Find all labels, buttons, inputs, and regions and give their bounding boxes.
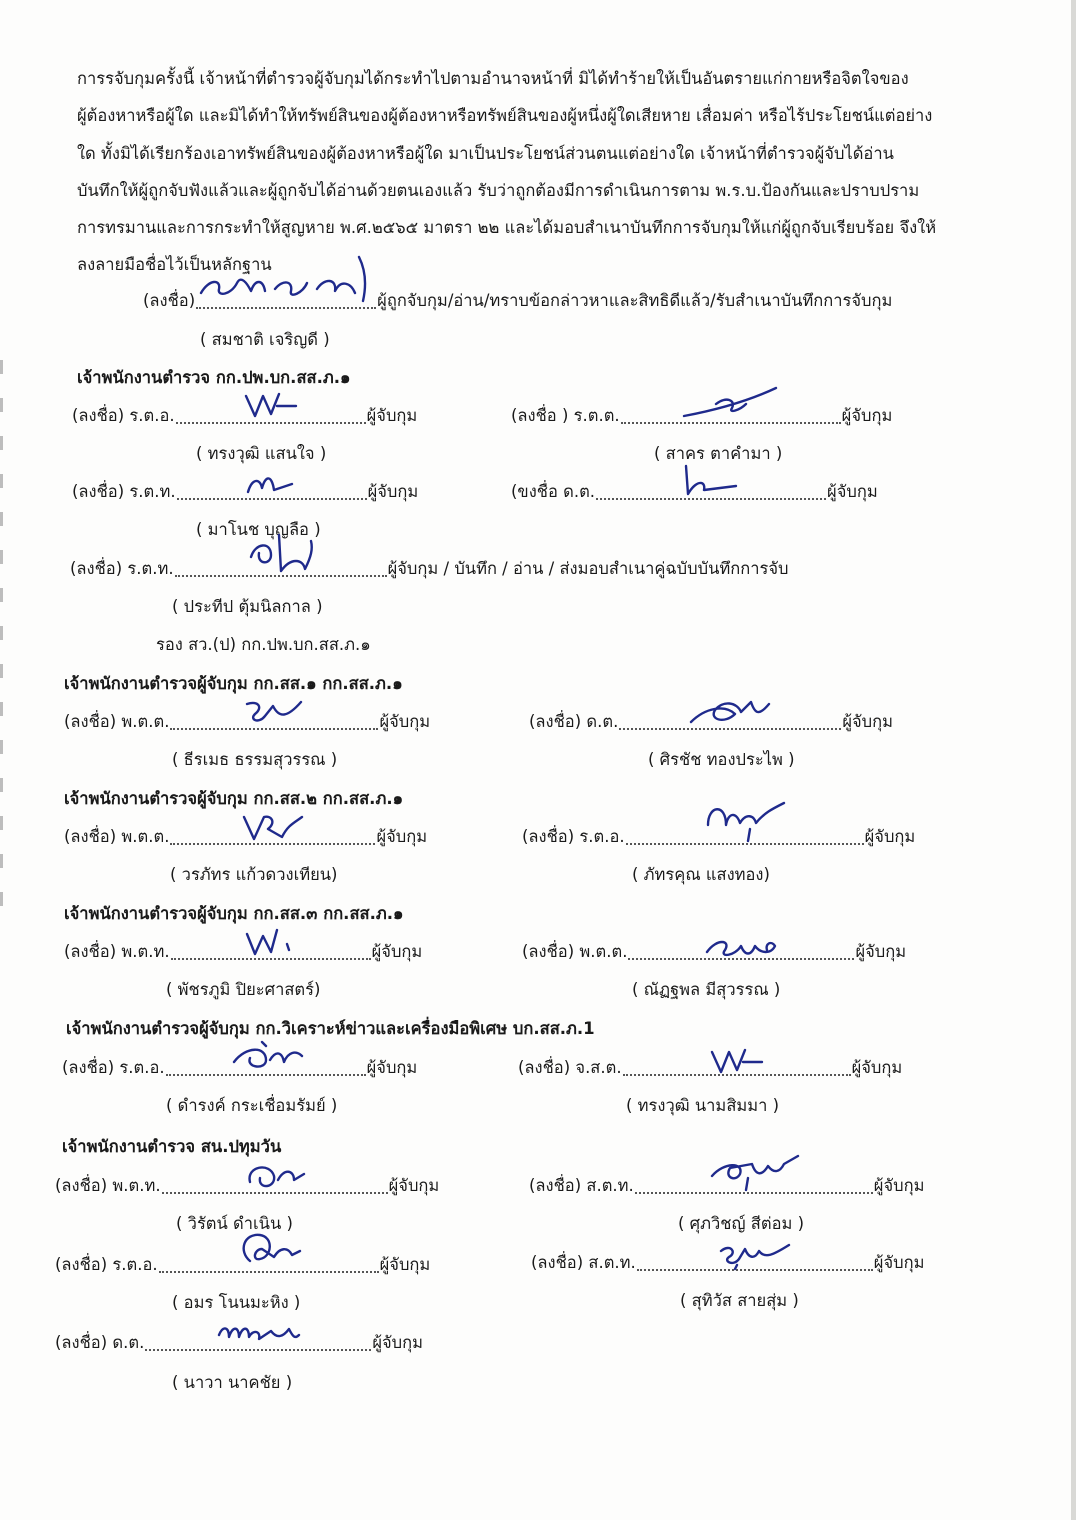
sign-prefix: (ลงชื่อ) ส.ต.ท. [531,1253,636,1272]
signature-field [175,560,387,577]
signature-field [637,1254,873,1271]
signature-mark [242,464,302,500]
officer-sign-9 [522,826,915,848]
sign-role: ผู้จับกุม [855,942,907,961]
sign-role: ผู้จับกุม [372,1333,424,1352]
scan-edge-marks [0,360,3,920]
sign-role: ผู้จับกุม [371,942,423,961]
sign-prefix: (ลงชื่อ) ด.ต. [529,712,619,731]
signature-mark [226,1036,306,1076]
sign-role: ผู้จับกุม / บันทึก / อ่าน / ส่งมอบสำเนาคู่ฉบับบันทึกการจับ [387,559,789,578]
sign-prefix: (ลงชื่อ) ร.ต.ท. [70,559,174,578]
sign-prefix: (ลงชื่อ) ร.ต.อ. [55,1255,158,1274]
officer-sign-5 [70,558,789,580]
officer-sign-18 [55,1332,423,1354]
sign-prefix: (ลงชื่อ) ส.ต.ท. [529,1176,634,1195]
officer-name-6: ( ธีรเมธ ธรรมสุวรรณ ) [172,750,338,769]
sign-role: ผู้จับกุม [379,712,431,731]
officer-name-2: ( สาคร ตาคำมา ) [654,444,783,463]
sign-prefix: (ลงชื่อ) ด.ต. [55,1333,145,1352]
officer-name-18: ( นาวา นาคชัย ) [172,1373,293,1392]
signature-mark [241,924,301,960]
sign-prefix: (ลงชื่อ) พ.ต.ต. [522,942,628,961]
signature-mark [234,1227,304,1273]
signature-field [619,713,841,730]
suspect-name: ( สมชาติ เจริญดี ) [200,330,330,349]
sign-prefix: (ลงชื่อ ) ร.ต.ต. [511,406,620,425]
officer-name-10: ( พัชรภูมิ ปิยะศาสตร์) [166,980,321,999]
sign-role: ผู้จับกุม [827,482,878,501]
section-heading-5: เจ้าพนักงานตำรวจผู้จับกุม กก.วิเคราะห์ข่าวและเครื่องมือพิเศษ บก.สส.ภ.1 [66,1019,595,1038]
suspect-signature-line [143,290,892,312]
officer-name-5: ( ประทีป ตุ้มนิลกาล ) [172,597,323,616]
sign-prefix: (ขงชื่อ ด.ต. [511,482,596,501]
officer-sign-11 [522,941,906,963]
signature-mark [676,380,786,424]
paragraph-line-4: บันทึกให้ผู้ถูกจับฟังแล้วและผู้ถูกจับได้อ่านด้วยตนเองแล้ว รับว่าถูกต้องมีการดำเนินการตาม พ.ร.บ.ป้องกันและปราบปราม [77,181,920,200]
paragraph-line-3: ใด ทั้งมิได้เรียกร้องเอาทรัพย์สินของผู้ต้องหาหรือผู้ใด มาเป็นประโยชน์ส่วนตนแต่อย่างใด เจ้าหน้าที่ตำรวจผู้จับได้อ่าน [77,144,894,163]
sign-role: ผู้จับกุม [366,1058,418,1077]
signature-field [166,1059,366,1076]
signature-field [635,1177,873,1194]
signature-mark [715,1235,795,1271]
officer-sign-8 [64,826,427,848]
sign-prefix: (ลงชื่อ) ร.ต.อ. [522,827,625,846]
signature-mark [700,795,790,845]
signature-mark [241,527,321,577]
signature-mark [701,930,781,960]
signature-field [171,943,371,960]
signature-field [596,483,826,500]
officer-sign-2 [511,405,892,427]
signature-field [170,828,375,845]
signature-mark [241,384,301,424]
officer-name-15: ( ศุภวิชญ์ สีต่อม ) [678,1214,805,1233]
officer-name-11: ( ณัฏฐพล มีสุวรรณ ) [632,980,781,999]
sign-prefix: (ลงชื่อ) จ.ส.ต. [518,1058,622,1077]
officer-sign-17 [531,1252,924,1274]
section-heading-2: เจ้าพนักงานตำรวจผู้จับกุม กก.สส.๑ กก.สส.ภ.๑ [64,674,403,693]
paragraph-line-5: การทรมานและการกระทำให้สูญหาย พ.ศ.๒๕๖๕ มาตรา ๒๒ และได้มอบสำเนาบันทึกการจับกุมให้แก่ผู้ถูกจับเรียบร้อย จึงให้ [77,218,937,237]
officer-name-3: ( มาโนช บุญลือ ) [196,520,321,539]
section-heading-3: เจ้าพนักงานตำรวจผู้จับกุม กก.สส.๒ กก.สส.ภ.๑ [64,789,404,808]
paragraph-line-6: ลงลายมือชื่อไว้เป็นหลักฐาน [77,255,272,274]
sign-prefix: (ลงชื่อ) ร.ต.อ. [72,406,175,425]
section-heading-6: เจ้าพนักงานตำรวจ สน.ปทุมวัน [62,1137,282,1156]
sign-role: ผู้จับกุม [366,406,418,425]
sign-prefix: (ลงชื่อ) ร.ต.ท. [72,482,176,501]
page-edge-shadow [1071,0,1076,1520]
sign-prefix: (ลงชื่อ) พ.ต.ต. [64,712,170,731]
sign-role: ผู้จับกุม [842,712,894,731]
signature-mark [707,1040,767,1076]
officer-name-16: ( อมร โนนมะหิง ) [172,1293,301,1312]
officer-sign-12 [62,1057,417,1079]
suspect-signature-field [196,292,376,309]
signature-mark [704,1148,804,1194]
signature-mark [213,1317,303,1351]
sign-role: ผู้จับกุม [851,1058,903,1077]
signature-field [176,407,366,424]
officer-name-9: ( ภัทรคุณ แสงทอง) [632,865,770,884]
sign-prefix: (ลงชื่อ) พ.ต.ต. [64,827,170,846]
paragraph-line-1: การรจับกุมครั้งนี้ เจ้าหน้าที่ตำรวจผู้จับกุมได้กระทำไปตามอำนาจหน้าที่ มิได้ทำร้ายให้เป็นอันตรายแก่กายหรือจิตใจของ [77,69,909,88]
officer-name-8: ( วรภัทร แก้วดวงเทียน) [170,865,338,884]
sign-role: ผู้จับกุม [873,1253,925,1272]
signature-field [145,1334,371,1351]
sign-prefix: (ลงชื่อ) พ.ต.ท. [55,1176,161,1195]
officer-name-1: ( ทรงวุฒิ แสนใจ ) [196,444,327,463]
suspect-signature-mark [191,249,381,309]
paragraph-line-2: ผู้ต้องหาหรือผู้ใด และมิได้ทำให้ทรัพย์สินของผู้ต้องหาหรือทรัพย์สินของผู้หนึ่งผู้ใดเสียหาย เสื่อมค่า หรือไร้ประโยชน์แต่อย่าง [77,106,933,125]
signature-field [170,713,378,730]
officer-position-note: รอง สว.(ป) กก.ปพ.บก.สส.ภ.๑ [156,635,371,654]
sign-prefix: (ลงชื่อ) ร.ต.อ. [62,1058,165,1077]
signature-field [621,407,841,424]
section-heading-4: เจ้าพนักงานตำรวจผู้จับกุม กก.สส.๓ กก.สส.ภ.๑ [64,904,404,923]
officer-sign-1 [72,405,417,427]
officer-name-14: ( วิรัตน์ ดำเนิน ) [176,1214,293,1233]
officer-name-7: ( ศิรชัช ทองประไพ ) [648,750,795,769]
officer-sign-14 [55,1175,439,1197]
officer-sign-4 [511,481,878,503]
officer-sign-7 [529,711,893,733]
officer-name-12: ( ดำรงค์ กระเชื่อมรัมย์ ) [166,1096,338,1115]
signature-field [162,1177,388,1194]
signature-field [177,483,367,500]
signature-field [628,943,854,960]
signature-field [159,1256,379,1273]
sign-role: ผู้จับกุม [367,482,419,501]
signature-field [623,1059,851,1076]
sign-prefix: (ลงชื่อ) พ.ต.ท. [64,942,170,961]
officer-sign-15 [529,1175,924,1197]
section-heading-1: เจ้าพนักงานตำรวจ กก.ปพ.บก.สส.ภ.๑ [77,368,351,387]
signature-mark [240,1154,310,1194]
signature-mark [676,460,746,500]
officer-sign-6 [64,711,430,733]
signature-field [626,828,864,845]
sign-role: ผู้จับกุม [841,406,893,425]
signature-mark [239,694,309,730]
sign-prefix: (ลงชื่อ) [143,291,196,310]
officer-name-13: ( ทรงวุฒิ นามสิมมา ) [626,1096,780,1115]
sign-role: ผู้จับกุม [864,827,916,846]
signature-mark [685,694,775,730]
sign-role: ผู้จับกุม [388,1176,440,1195]
officer-sign-3 [72,481,418,503]
officer-sign-13 [518,1057,902,1079]
suspect-role: ผู้ถูกจับกุม/อ่าน/ทราบข้อกล่าวหาและสิทธิดีแล้ว/รับสำเนาบันทึกการจับกุม [377,291,893,310]
officer-sign-16 [55,1254,430,1276]
signature-mark [238,809,308,845]
sign-role: ผู้จับกุม [379,1255,431,1274]
sign-role: ผู้จับกุม [376,827,428,846]
officer-name-17: ( สุทิวัส สายสุ่ม ) [680,1291,799,1310]
officer-sign-10 [64,941,422,963]
sign-role: ผู้จับกุม [873,1176,925,1195]
